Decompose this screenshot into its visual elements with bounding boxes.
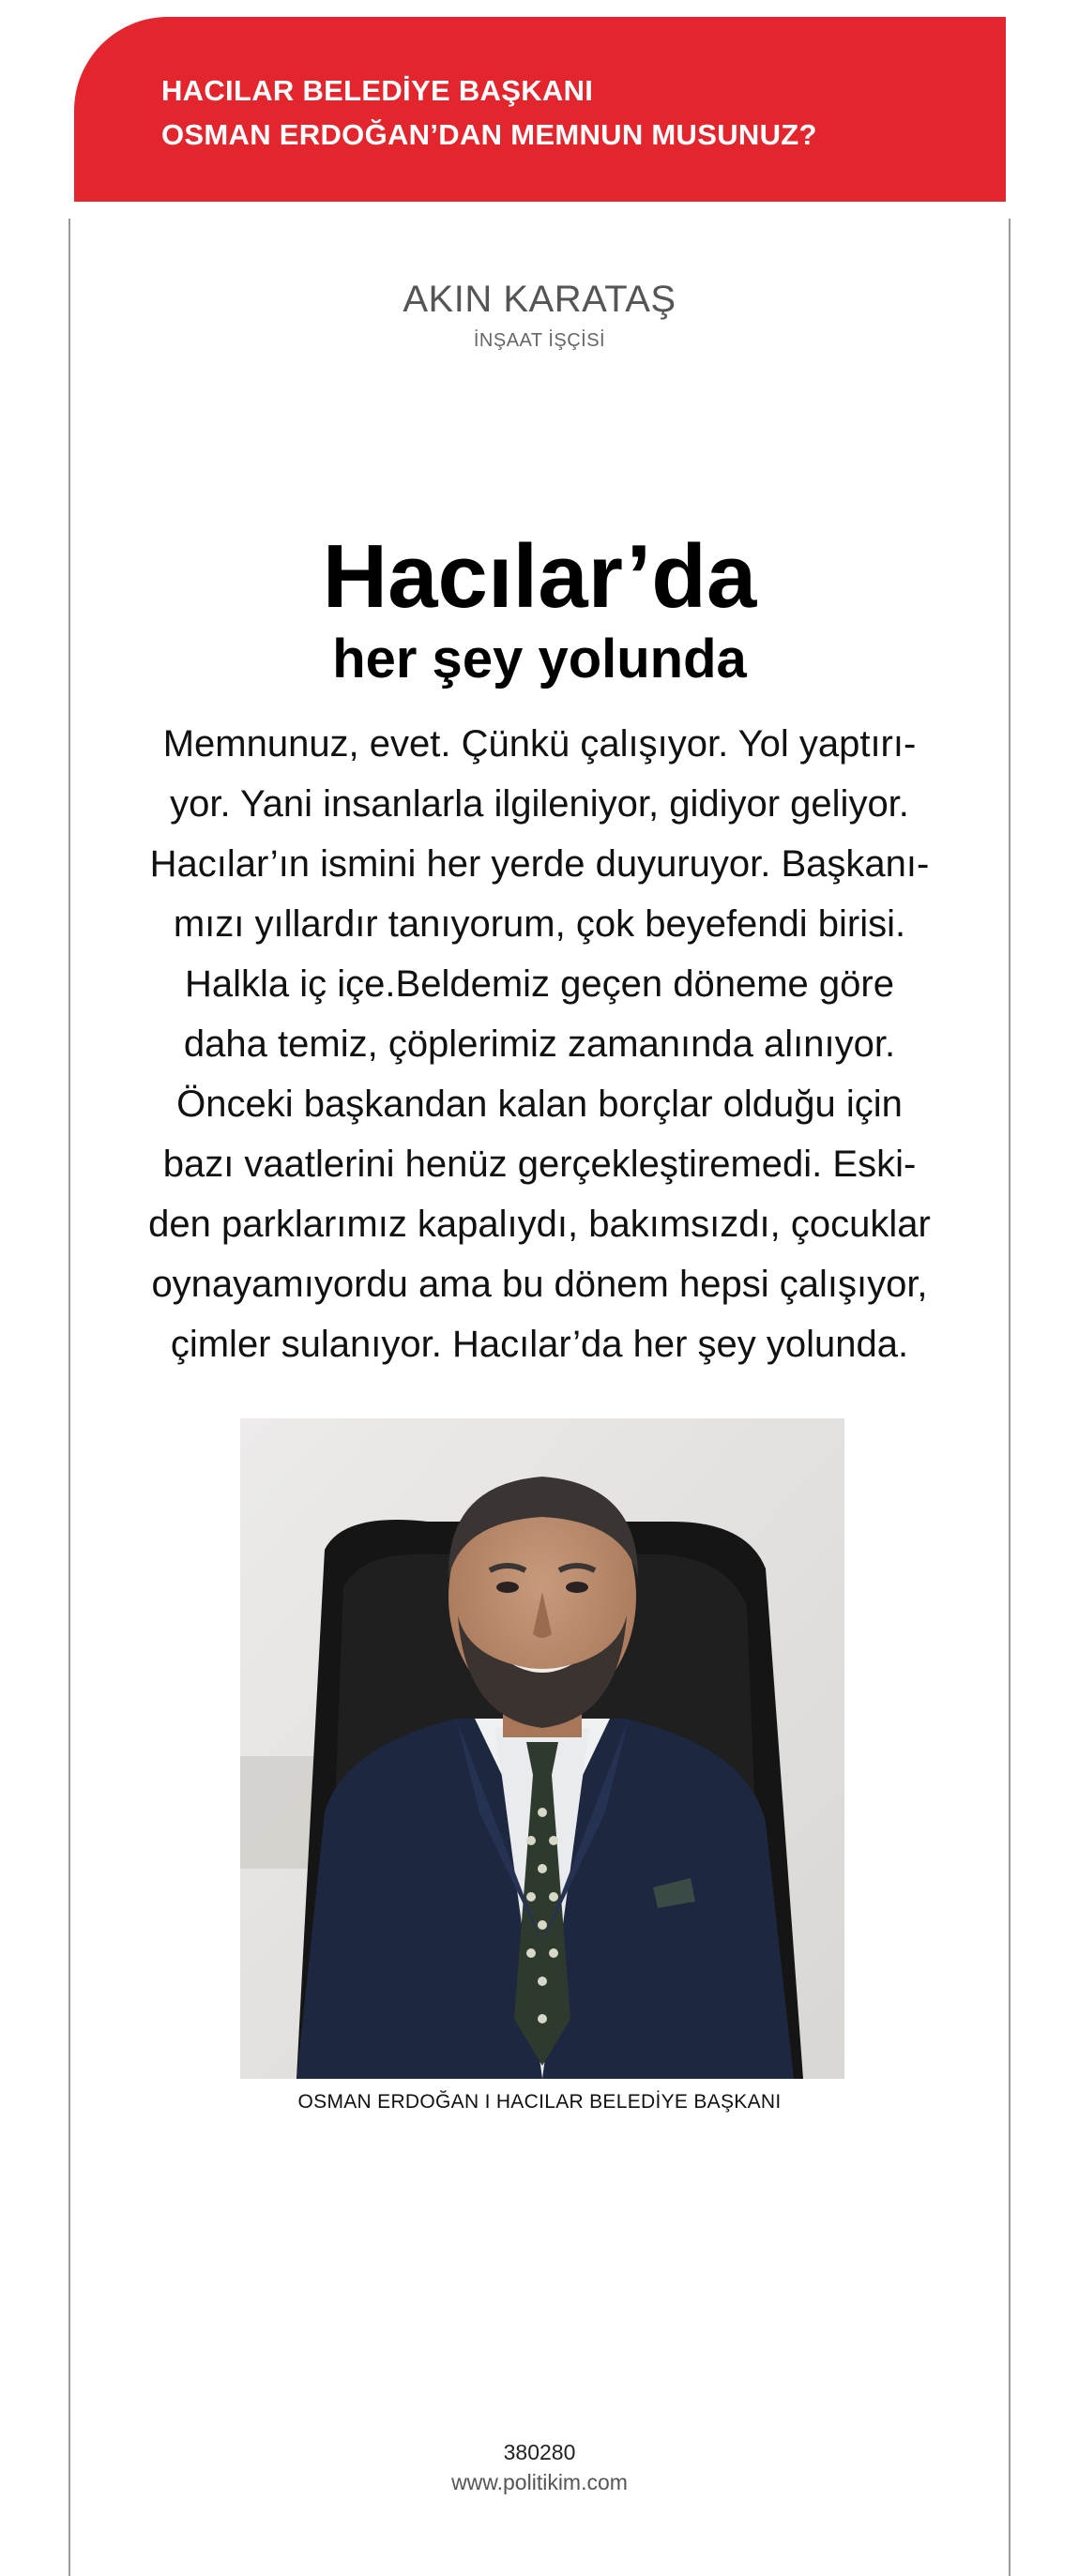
header-title-line-2: OSMAN ERDOĞAN’DAN MEMNUN MUSUNUZ? [161,118,817,151]
mayor-portrait-photo [240,1418,844,2079]
portrait-illustration [240,1418,844,2079]
header-title-line-1: HACILAR BELEDİYE BAŞKANI [161,74,594,107]
body-line: bazı vaatlerini henüz gerçekleştiremedi. Eski- [162,1144,917,1185]
body-line: mızı yıllardır tanıyorum, çok beyefendi birisi. [173,903,906,945]
headline-main: Hacılar’da [322,526,757,627]
footer-website-url: www.politikim.com [451,2470,628,2494]
body-line: Halkla iç içe.Beldemiz geçen döneme göre [185,963,894,1005]
body-line: Hacılar’ın ismini her yerde duyuruyor. Başkanı- [149,843,930,885]
body-line: Önceki başkandan kalan borçlar olduğu için [176,1083,903,1125]
body-line: den parklarımız kapalıydı, bakımsızdı, çocuklar [148,1204,931,1245]
author-role: İNŞAAT İŞÇİSİ [473,330,606,351]
author-name: AKIN KARATAŞ [403,279,676,320]
headline-sub: her şey yolunda [332,629,747,689]
body-line: çimler sulanıyor. Hacılar’da her şey yolunda. [170,1324,909,1365]
article-body [131,714,948,1374]
body-line: yor. Yani insanlarla ilgileniyor, gidiyor geliyor. [170,783,909,825]
header-banner [74,17,1006,202]
photo-caption: OSMAN ERDOĞAN I HACILAR BELEDİYE BAŞKANI [297,2091,782,2113]
body-line: Memnunuz, evet. Çünkü çalışıyor. Yol yaptırı- [162,723,917,765]
footer-number: 380280 [503,2440,576,2464]
body-line: daha temiz, çöplerimiz zamanında alınıyor. [183,1023,896,1065]
body-line: oynayamıyordu ama bu dönem hepsi çalışıyor, [151,1264,928,1305]
